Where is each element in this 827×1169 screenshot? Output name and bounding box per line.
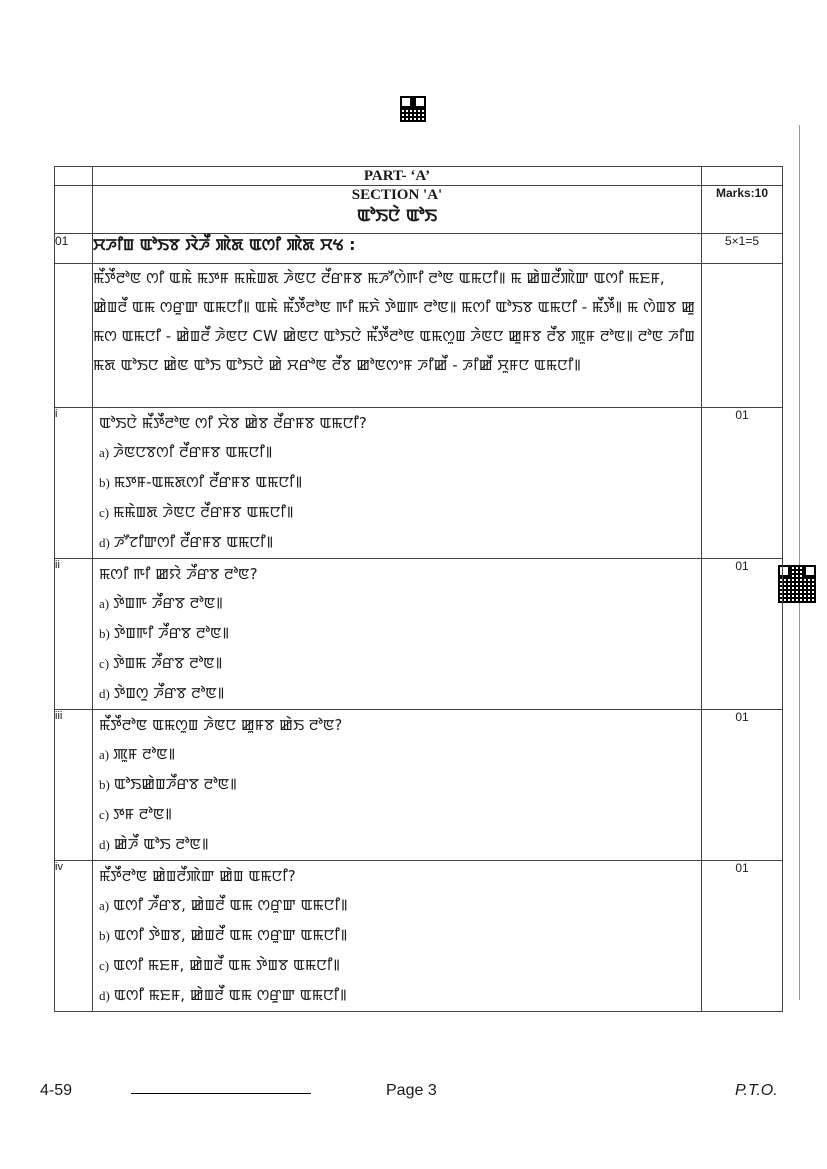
option-text: ꯍꯥꯟꯅꯕꯁꯤ ꯂꯩꯔꯝꯕ ꯑꯃꯅꯤ꯫	[113, 443, 273, 461]
option-item	[93, 951, 701, 981]
section-title: SECTION 'A'	[351, 187, 443, 203]
option-label: b)	[99, 475, 110, 490]
sub-question-marks: 01	[702, 559, 783, 710]
sub-question-marks: 01	[702, 408, 783, 559]
qr-code-side	[778, 565, 816, 603]
option-text: ꯇꯥꯡꯁꯨ ꯍꯩꯔꯕ ꯂꯣꯟ꯫	[113, 684, 225, 702]
option-item	[93, 498, 701, 528]
sub-question-body	[93, 559, 702, 710]
option-text: ꯑꯁꯤ ꯍꯩꯔꯕ, ꯀꯥꯡꯂꯩ ꯑꯃ ꯁꯔꯨꯛ ꯑꯃꯅꯤ꯫	[113, 896, 348, 914]
option-text: ꯇꯥꯡꯒꯤ ꯍꯩꯔꯕ ꯂꯣꯟ꯫	[113, 624, 230, 642]
option-label: d)	[99, 535, 110, 550]
sub-question-text: ꯃꯩꯇꯩꯂꯣꯟ ꯀꯥꯡꯂꯩꯄꯥꯛ ꯀꯥꯡ ꯑꯃꯅꯤ?	[99, 867, 296, 885]
option-text: ꯄꯨꯝ ꯂꯣꯟ꯫	[113, 745, 176, 763]
option-label: a)	[99, 596, 110, 611]
section-script-title: ꯑꯣꯏꯅꯥ ꯑꯣꯏ	[356, 206, 438, 226]
option-label: d)	[99, 686, 110, 701]
option-text: ꯑꯁꯤ ꯇꯥꯡꯕ, ꯀꯥꯡꯂꯩ ꯑꯃ ꯁꯔꯨꯛ ꯑꯃꯅꯤ꯫	[113, 926, 348, 944]
blank-cell	[55, 264, 93, 408]
footer-rule	[131, 1093, 311, 1094]
option-item	[93, 830, 701, 860]
sub-question-row	[55, 559, 783, 710]
sub-question-number: i	[55, 408, 93, 559]
option-label: a)	[99, 445, 110, 460]
question-marks: 5×1=5	[702, 234, 783, 264]
option-label: d)	[99, 988, 110, 1003]
option-label: d)	[99, 837, 110, 852]
paper-code: 4-59	[40, 1082, 73, 1099]
qr-code-top	[400, 96, 426, 122]
option-label: b)	[99, 777, 110, 792]
option-item	[93, 679, 701, 709]
option-text: ꯃꯇꯝ-ꯑꯃꯗꯁꯤ ꯂꯩꯔꯝꯕ ꯑꯃꯅꯤ꯫	[113, 473, 303, 491]
option-item	[93, 438, 701, 468]
sub-question-text: ꯃꯁꯤ ꯒꯤ ꯀꯌꯥ ꯍꯩꯔꯕ ꯂꯣꯟ?	[99, 565, 258, 583]
option-label: c)	[99, 807, 110, 822]
sub-question-row	[55, 408, 783, 559]
option-text: ꯑꯁꯤ ꯃꯐꯝ, ꯀꯥꯡꯂꯩ ꯑꯃ ꯁꯔꯨꯛ ꯑꯃꯅꯤ꯫	[113, 986, 347, 1004]
option-item	[93, 649, 701, 679]
blank-cell	[55, 186, 93, 234]
option-text: ꯇꯝ ꯂꯣꯟ꯫	[113, 805, 172, 823]
option-text: ꯇꯥꯡꯒ ꯍꯩꯔꯕ ꯂꯣꯟ꯫	[113, 594, 223, 612]
sub-question-marks: 01	[702, 710, 783, 861]
question-instruction: ꯆꯍꯤꯡ ꯑꯣꯏꯕ ꯋꯥꯍꯩ ꯄꯥꯗ ꯑꯁꯤ ꯄꯥꯗ ꯆꯠ :	[93, 234, 702, 264]
option-item	[93, 740, 701, 770]
option-item	[93, 589, 701, 619]
sub-questions	[55, 408, 783, 1012]
option-label: c)	[99, 656, 110, 671]
option-text: ꯍꯧꯖꯤꯛꯁꯤ ꯂꯩꯔꯝꯕ ꯑꯃꯅꯤ꯫	[113, 533, 274, 551]
margin-line	[799, 125, 800, 1000]
option-item	[93, 921, 701, 951]
option-label: a)	[99, 747, 110, 762]
option-label: b)	[99, 626, 110, 641]
page-number: Page 3	[386, 1082, 437, 1099]
sub-question-number: ii	[55, 559, 93, 710]
sub-question-number: iii	[55, 710, 93, 861]
sub-question-marks: 01	[702, 861, 783, 1012]
option-item	[93, 891, 701, 921]
blank-cell	[702, 167, 783, 186]
sub-question-row	[55, 710, 783, 861]
option-text: ꯀꯥꯍꯩ ꯑꯣꯏ ꯂꯣꯟ꯫	[113, 835, 209, 853]
option-label: b)	[99, 928, 110, 943]
option-text: ꯃꯃꯥꯡꯗ ꯍꯥꯟꯅ ꯂꯩꯔꯝꯕ ꯑꯃꯅꯤ꯫	[113, 503, 294, 521]
option-item	[93, 619, 701, 649]
option-item	[93, 800, 701, 830]
option-item	[93, 981, 701, 1011]
sub-question-row	[55, 861, 783, 1012]
sub-question-text: ꯑꯣꯏꯅꯥ ꯃꯩꯇꯩꯂꯣꯟ ꯁꯤ ꯆꯥꯕ ꯀꯥꯕ ꯂꯩꯔꯝꯕ ꯑꯃꯅꯤ?	[99, 414, 367, 432]
blank-cell	[55, 167, 93, 186]
sub-question-body	[93, 861, 702, 1012]
option-item	[93, 528, 701, 558]
passage-text: ꯃꯩꯇꯩꯂꯣꯟ ꯁꯤ ꯑꯃꯥ ꯃꯇꯝ ꯃꯃꯥꯡꯗ ꯍꯥꯟꯅ ꯂꯩꯔꯝꯕ ꯃꯍꯧꯁꯥꯒꯤ ꯂꯣꯟ ꯑꯃꯅꯤ꯫ ꯃ ꯀꯥꯡꯂꯩꯄꯥꯛ ꯑꯁꯤ ꯃꯐꯝ, ꯀꯥꯡꯂꯩ ꯑꯃ ꯁꯔꯨꯛ ꯑꯃꯅꯤ꯫ ꯑꯃꯥ ꯃꯩꯇꯩꯂꯣꯟ ꯒꯤ ꯃꯈꯥ ꯇꯥꯡꯒ ꯂꯣꯟ꯫ ꯃꯁꯤ ꯑꯣꯏꯕ ꯑꯃꯅꯤ - ꯃꯩꯇꯩ꯫ ꯃ ꯁꯥꯡꯕ ꯀꯨ ꯃꯁ ꯑꯃꯅꯤ - ꯀꯥꯡꯂꯩ ꯍꯥꯟꯅ CW ꯀꯥꯟꯅ ꯑꯣꯏꯅꯥ ꯃꯩꯇꯩꯂꯣꯟ ꯑꯃꯁꯨꯡ ꯍꯥꯟꯅ ꯀꯨꯝꯕ ꯂꯩꯕ ꯄꯨꯝ ꯂꯣꯟ꯫ ꯂꯣꯟ ꯍꯤꯡ ꯃꯗ ꯑꯣꯏꯅ ꯀꯥꯟ ꯑꯣꯏ ꯑꯣꯏꯅꯥ ꯀꯥ ꯆꯔꯣꯟ ꯂꯩꯕ ꯀꯣꯟꯁꯦꯝ ꯍꯤꯀꯩ - ꯍꯤꯀꯩ ꯆꯨꯝꯅ ꯑꯃꯅꯤ꯫	[93, 264, 702, 408]
option-label: c)	[99, 958, 110, 973]
marks-label: Marks:10	[702, 186, 783, 234]
sub-question-body	[93, 408, 702, 559]
option-label: c)	[99, 505, 110, 520]
blank-cell	[702, 264, 783, 408]
sub-question-text: ꯃꯩꯇꯩꯂꯣꯟ ꯑꯃꯁꯨꯡ ꯍꯥꯟꯅ ꯀꯨꯝꯕ ꯀꯥꯏ ꯂꯣꯟ?	[99, 716, 343, 734]
question-table	[54, 166, 783, 1012]
question-number: 01	[55, 234, 93, 264]
sub-question-number: iv	[55, 861, 93, 1012]
pto-label: P.T.O.	[735, 1082, 778, 1099]
option-text: ꯇꯥꯡꯃ ꯍꯩꯔꯕ ꯂꯣꯟ꯫	[113, 654, 223, 672]
section-heading	[93, 186, 702, 234]
option-item	[93, 770, 701, 800]
option-item	[93, 468, 701, 498]
option-text: ꯑꯁꯤ ꯃꯐꯝ, ꯀꯥꯡꯂꯩ ꯑꯃ ꯇꯥꯡꯕ ꯑꯃꯅꯤ꯫	[113, 956, 340, 974]
option-text: ꯑꯣꯏꯀꯥꯡꯍꯩꯔꯕ ꯂꯣꯟ꯫	[113, 775, 237, 793]
sub-question-body	[93, 710, 702, 861]
part-title: PART- ‘A’	[93, 167, 702, 186]
option-label: a)	[99, 898, 110, 913]
